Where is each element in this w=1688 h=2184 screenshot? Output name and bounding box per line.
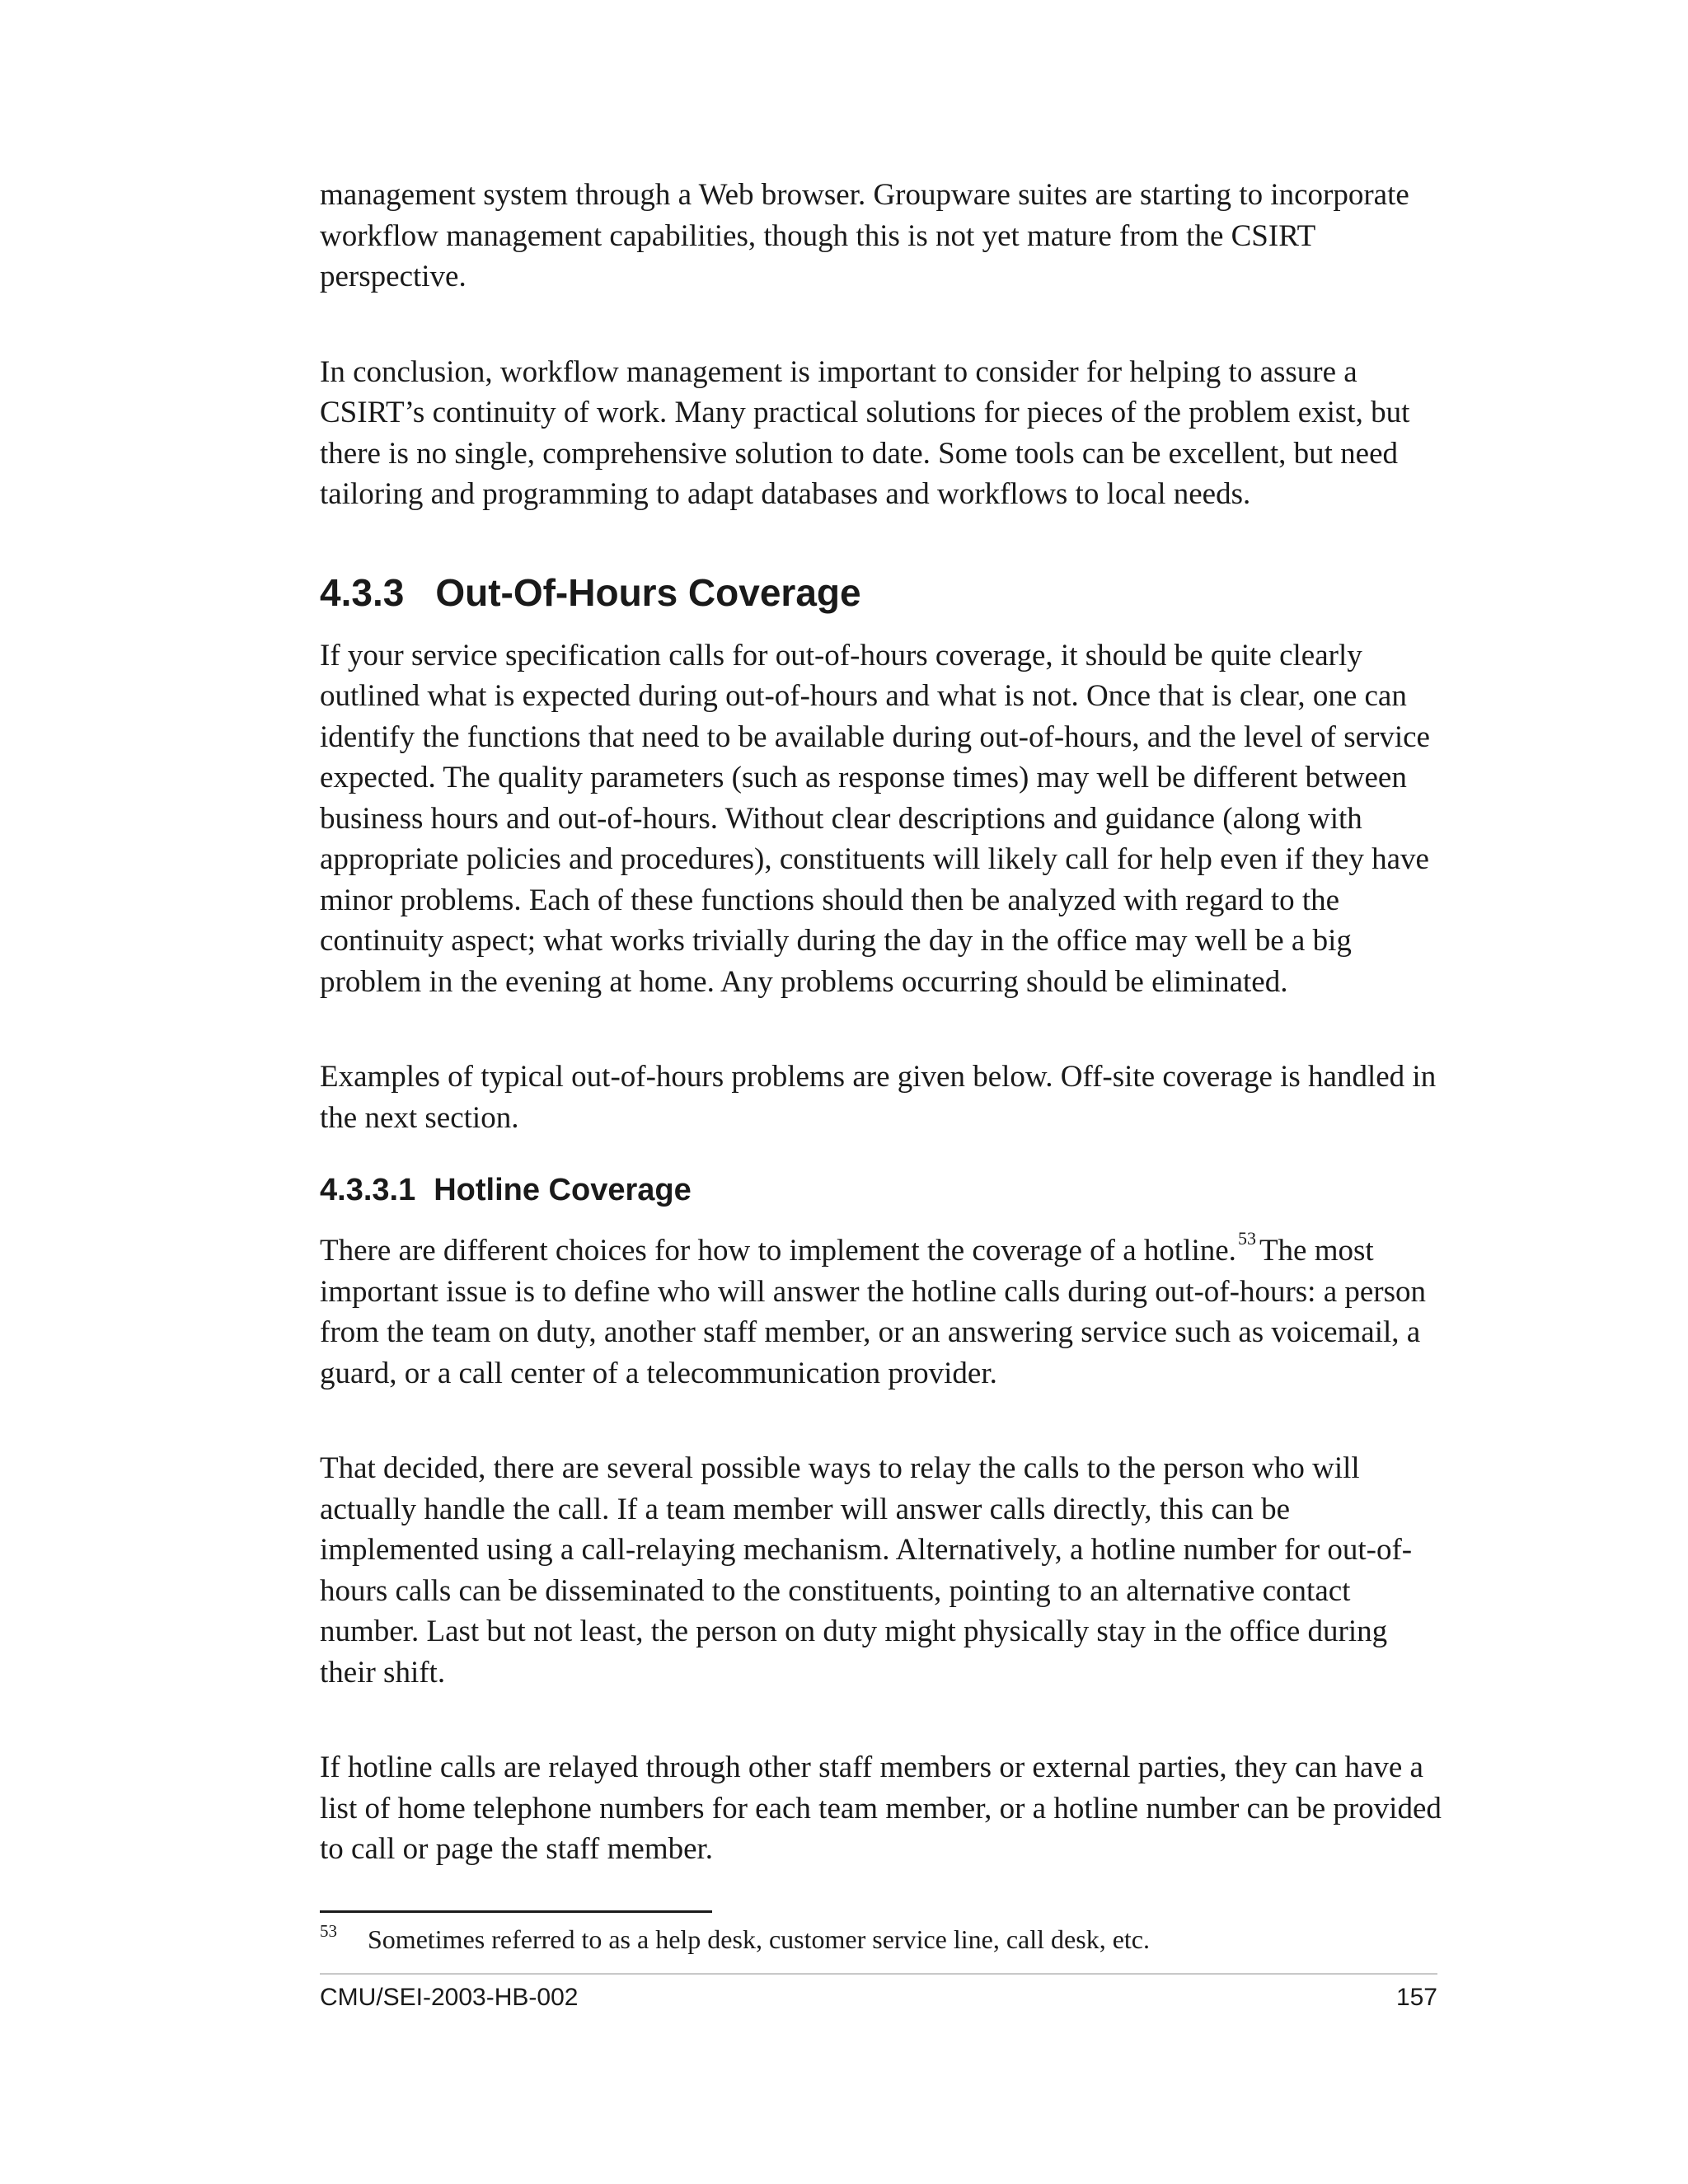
page-footer xyxy=(320,1981,1437,2014)
footnote-reference[interactable]: 53 xyxy=(1237,1227,1256,1249)
footer-divider xyxy=(320,1973,1437,1975)
footnote xyxy=(320,1922,1447,1960)
subsection-number: 4.3.3.1 xyxy=(320,1173,416,1207)
footnote-number: 53 xyxy=(320,1921,337,1941)
subsection-paragraph-3: If hotline calls are relayed through other staff members or external parties, they can have a list of home telephone numbers for each team member, or a hotline number can be provided to call or page the staff member. xyxy=(320,1750,1442,1866)
section-title: Out-Of-Hours Coverage xyxy=(435,570,861,614)
section-paragraph-2: Examples of typical out-of-hours problems are given below. Off-site coverage is handled in the next section. xyxy=(320,1060,1437,1135)
subsection-heading xyxy=(320,1171,1447,1209)
subsection-paragraph-2: That decided, there are several possible ways to relay the calls to the person who will actually handle the call. If a team member will answer calls directly, this can be implemented using a call-relaying mechanism. Alternatively, a hotline number for out-of-hours calls can be disseminated to the constituents, pointing to an alternative contact number. Last but not least, the person on duty might physically stay in the office during their shift. xyxy=(320,1451,1413,1690)
section-heading xyxy=(320,569,1447,616)
subsection-paragraph-1 xyxy=(320,1227,1447,1394)
footnote-text: Sometimes referred to as a help desk, customer service line, call desk, etc. xyxy=(368,1924,1150,1954)
section-paragraph-1: If your service specification calls for out-of-hours coverage, it should be quite clearly outlined what is expected during out-of-hours and what is not. Once that is clear, one can identify the functions that need to be available during out-of-hours, and the level of service expected. The quality parameters (such as response times) may well be different between business hours and out-of-hours. Without clear descriptions and guidance (along with appropriate policies and procedures), constituents will likely call for help even if they have minor problems. Each of these functions should then be analyzed with regard to the continuity aspect; what works trivially during the day in the office may well be a big problem in the evening at home. Any problems occurring should be eliminated. xyxy=(320,638,1430,999)
intro-paragraph-2: In conclusion, workflow management is important to consider for helping to assure a CSIRT’s continuity of work. Many practical solutions for pieces of the problem exist, but there is no single, comprehensive solution to date. Some tools can be excellent, but need tailoring and programming to adapt databases and workflows to local needs. xyxy=(320,354,1410,511)
section-number: 4.3.3 xyxy=(320,570,405,614)
footer-page-number: 157 xyxy=(1395,1984,1437,2011)
subsection-title: Hotline Coverage xyxy=(434,1173,692,1207)
intro-paragraph-1: management system through a Web browser. Groupware suites are starting to incorporate workflow management capabilities, though this is not yet mature from the CSIRT perspective. xyxy=(320,178,1409,293)
footnote-divider xyxy=(320,1910,712,1913)
subsection-paragraph-1-start: There are different choices for how to implement the coverage of a hotline. xyxy=(320,1234,1236,1268)
footer-doc-id: CMU/SEI-2003-HB-002 xyxy=(320,1984,579,2011)
page-body xyxy=(320,175,1447,1924)
subsection-paragraph-1-end: The most important issue is to define who will answer the hotline calls during out-of-hours: a person from the team on duty, another staff member, or an answering service such as voicemail, a guard, or a call center of a telecommunication provider. xyxy=(320,1234,1427,1390)
